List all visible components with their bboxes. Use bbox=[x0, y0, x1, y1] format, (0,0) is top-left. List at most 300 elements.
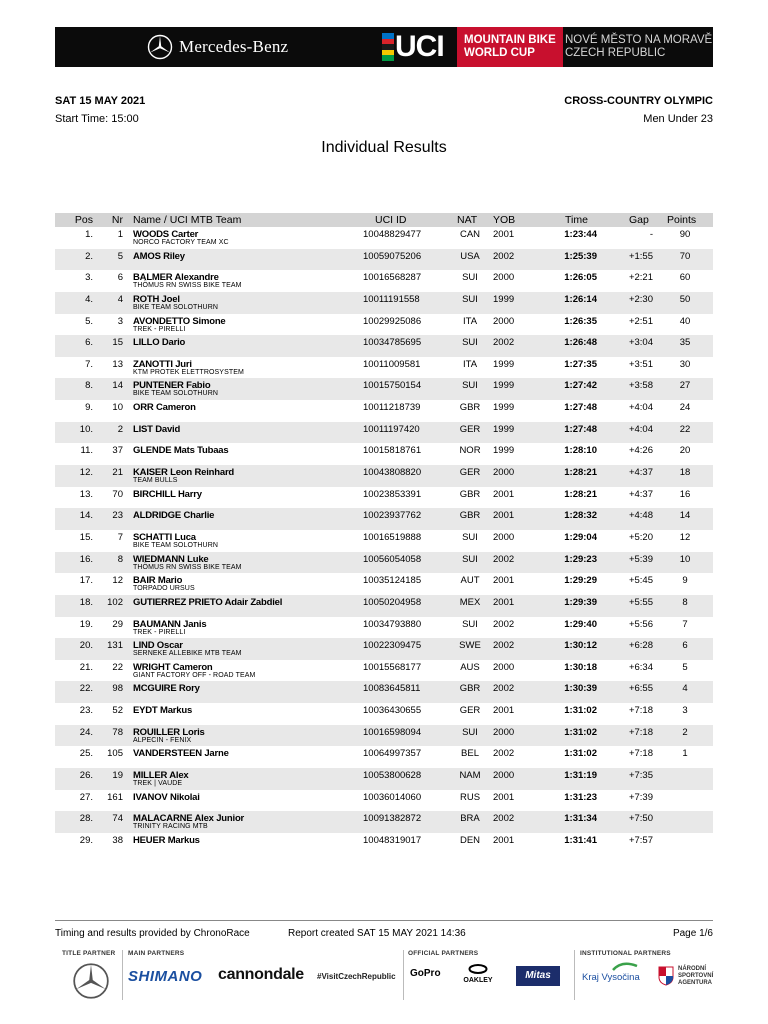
cell-name: HEUER Markus bbox=[133, 834, 200, 846]
cell-time: 1:29:39 bbox=[564, 596, 597, 608]
cell-pos: 8. bbox=[85, 380, 93, 392]
venue-line2: CZECH REPUBLIC bbox=[565, 47, 666, 59]
cell-team: BIKE TEAM SOLOTHURN bbox=[133, 390, 219, 398]
page-number: Page 1/6 bbox=[672, 928, 713, 939]
cell-points: 8 bbox=[682, 596, 688, 608]
cell-yob: 1999 bbox=[493, 423, 515, 435]
cell-uci-id: 10050204958 bbox=[363, 596, 422, 608]
cell-gap: +6:34 bbox=[628, 661, 653, 673]
cell-nat: BEL bbox=[461, 748, 479, 760]
cell-team: TREK - PIRELLI bbox=[133, 628, 186, 636]
cell-time: 1:27:42 bbox=[564, 380, 597, 392]
cell-points: 3 bbox=[682, 705, 688, 717]
cell-team: TRINITY RACING MTB bbox=[133, 823, 208, 831]
cell-name: AMOS Riley bbox=[133, 250, 185, 262]
cell-team: TREK | VAUDE bbox=[133, 780, 183, 788]
institutional-partners-label: INSTITUTIONAL PARTNERS bbox=[580, 950, 671, 957]
cell-nat: SUI bbox=[462, 293, 478, 305]
table-row bbox=[55, 660, 713, 682]
cell-nat: GBR bbox=[459, 683, 481, 695]
nsa-logo bbox=[678, 966, 713, 987]
table-row bbox=[55, 790, 713, 812]
cell-name: BAIR Mario bbox=[133, 575, 183, 587]
cell-name: IVANOV Nikolai bbox=[133, 791, 200, 803]
cell-uci-id: 10015818761 bbox=[363, 445, 422, 457]
cell-nr: 7 bbox=[117, 531, 123, 543]
cell-gap: +5:45 bbox=[628, 575, 653, 587]
race-date: SAT 15 MAY 2021 bbox=[55, 95, 146, 107]
event-name: CROSS-COUNTRY OLYMPIC bbox=[564, 95, 713, 107]
cell-name: GLENDE Mats Tubaas bbox=[133, 445, 229, 457]
cell-nat: GBR bbox=[459, 510, 481, 522]
venue bbox=[565, 34, 712, 60]
nsa-line: SPORTOVNÍ bbox=[678, 973, 714, 979]
cell-nr: 102 bbox=[107, 596, 123, 608]
cell-uci-id: 10016598094 bbox=[363, 726, 422, 738]
cell-points: 4 bbox=[682, 683, 688, 695]
cell-time: 1:23:44 bbox=[564, 229, 597, 240]
table-row bbox=[55, 617, 713, 639]
cell-nr: 70 bbox=[112, 488, 123, 500]
cell-uci-id: 10034793880 bbox=[363, 618, 422, 630]
cell-nat: SUI bbox=[462, 272, 478, 284]
cell-name: VANDERSTEEN Jarne bbox=[133, 748, 229, 760]
cell-nat: USA bbox=[460, 250, 480, 262]
table-row bbox=[55, 227, 713, 249]
cell-name: LILLO Dario bbox=[133, 337, 186, 349]
cell-points: 6 bbox=[682, 640, 688, 652]
cell-uci-id: 10011197420 bbox=[363, 423, 420, 435]
cell-yob: 2000 bbox=[493, 726, 515, 738]
cell-team: BIKE TEAM SOLOTHURN bbox=[133, 303, 219, 311]
nsa-line: NÁRODNÍ bbox=[678, 966, 706, 972]
table-row bbox=[55, 552, 713, 574]
cell-gap: +2:21 bbox=[628, 272, 653, 284]
cell-gap: +2:30 bbox=[628, 293, 653, 305]
cell-yob: 1999 bbox=[493, 445, 515, 457]
cell-pos: 26. bbox=[79, 770, 93, 782]
cell-points: 50 bbox=[679, 293, 691, 305]
cell-time: 1:31:34 bbox=[564, 813, 597, 825]
cell-points: 1 bbox=[682, 748, 688, 760]
cell-nr: 22 bbox=[112, 661, 123, 673]
cell-nat: AUT bbox=[460, 575, 480, 587]
table-row bbox=[55, 746, 713, 768]
cell-time: 1:30:12 bbox=[564, 640, 597, 652]
cell-nat: GER bbox=[459, 423, 481, 435]
cell-nat: NAM bbox=[459, 770, 481, 782]
visit-czech-logo: #VisitCzechRepublic bbox=[317, 972, 396, 981]
table-row bbox=[55, 530, 713, 552]
cell-points: 12 bbox=[679, 531, 691, 543]
shimano-logo: SHIMANO bbox=[128, 968, 203, 985]
cell-name: GUTIERREZ PRIETO Adair Zabdiel bbox=[133, 596, 283, 608]
cell-team: KTM PROTEK ELETTROSYSTEM bbox=[133, 368, 244, 376]
cell-nr: 74 bbox=[112, 813, 123, 825]
cell-nr: 10 bbox=[112, 402, 123, 414]
cell-pos: 25. bbox=[79, 748, 93, 760]
cell-points: 30 bbox=[679, 358, 691, 370]
cell-nr: 131 bbox=[107, 640, 123, 652]
cell-points: 18 bbox=[679, 467, 691, 479]
cell-time: 1:30:39 bbox=[564, 683, 597, 695]
cell-uci-id: 10029925086 bbox=[363, 315, 422, 327]
table-row bbox=[55, 573, 713, 595]
cell-uci-id: 10011191558 bbox=[363, 293, 420, 305]
cell-time: 1:29:04 bbox=[564, 531, 597, 543]
cell-pos: 6. bbox=[85, 337, 93, 349]
cell-nr: 1 bbox=[117, 229, 123, 240]
table-row bbox=[55, 487, 713, 509]
cell-nat: GBR bbox=[459, 402, 481, 414]
cell-time: 1:31:41 bbox=[564, 834, 597, 846]
cell-nat: ITA bbox=[462, 315, 478, 327]
cell-nat: GER bbox=[459, 467, 481, 479]
cell-time: 1:26:48 bbox=[564, 337, 597, 349]
cell-points: 24 bbox=[679, 402, 691, 414]
cell-time: 1:26:05 bbox=[564, 272, 597, 284]
cell-name: ZANOTTI Juri bbox=[133, 358, 192, 370]
cell-pos: 12. bbox=[79, 467, 93, 479]
header-banner bbox=[55, 27, 713, 67]
cell-time: 1:28:21 bbox=[564, 488, 597, 500]
results-table-body bbox=[55, 227, 713, 855]
cell-uci-id: 10011218739 bbox=[363, 402, 421, 414]
cell-points: 27 bbox=[679, 380, 691, 392]
cell-nr: 8 bbox=[117, 553, 123, 565]
cell-yob: 2002 bbox=[493, 250, 515, 262]
cell-nat: NOR bbox=[459, 445, 481, 457]
cell-nat: SUI bbox=[462, 618, 478, 630]
cell-yob: 1999 bbox=[493, 358, 515, 370]
cell-yob: 2002 bbox=[493, 618, 515, 630]
cell-name: SCHATTI Luca bbox=[133, 531, 196, 543]
table-row bbox=[55, 443, 713, 465]
cell-pos: 27. bbox=[79, 791, 93, 803]
cell-pos: 4. bbox=[85, 293, 93, 305]
cell-gap: +7:39 bbox=[628, 791, 653, 803]
cell-team: GIANT FACTORY OFF - ROAD TEAM bbox=[133, 671, 256, 679]
cell-time: 1:29:29 bbox=[564, 575, 597, 587]
cell-gap: +5:20 bbox=[628, 531, 653, 543]
cell-yob: 2001 bbox=[493, 488, 515, 500]
cell-uci-id: 10056054058 bbox=[363, 553, 422, 565]
cell-time: 1:28:21 bbox=[564, 467, 597, 479]
cell-gap: +2:51 bbox=[628, 315, 653, 327]
cell-name: WRIGHT Cameron bbox=[133, 661, 213, 673]
cell-yob: 2002 bbox=[493, 813, 515, 825]
cell-uci-id: 10016519888 bbox=[363, 531, 422, 543]
cell-name: AVONDETTO Simone bbox=[133, 315, 226, 327]
partner-divider bbox=[574, 950, 575, 1000]
cell-name: KAISER Leon Reinhard bbox=[133, 467, 235, 479]
cell-uci-id: 10083645811 bbox=[363, 683, 421, 695]
stripe-5 bbox=[382, 55, 394, 61]
cell-pos: 16. bbox=[79, 553, 93, 565]
cell-nr: 3 bbox=[117, 315, 123, 327]
cell-team: NORCO FACTORY TEAM XC bbox=[133, 239, 229, 246]
col-name: Name / UCI MTB Team bbox=[133, 214, 242, 226]
world-cup-line1: MOUNTAIN BIKE bbox=[464, 34, 556, 46]
uci-logo-text: UCI bbox=[395, 30, 444, 63]
title-partner-label: TITLE PARTNER bbox=[62, 950, 116, 957]
cell-nr: 78 bbox=[112, 726, 123, 738]
cell-yob: 2000 bbox=[493, 467, 515, 479]
col-uci-id: UCI ID bbox=[375, 214, 407, 226]
cell-points: 2 bbox=[682, 726, 688, 738]
cell-points: 35 bbox=[679, 337, 691, 349]
cell-yob: 2001 bbox=[493, 834, 515, 846]
cell-yob: 2001 bbox=[493, 229, 515, 240]
cell-nr: 13 bbox=[112, 358, 123, 370]
cell-time: 1:26:35 bbox=[564, 315, 597, 327]
table-row bbox=[55, 768, 713, 790]
cell-nr: 4 bbox=[117, 293, 123, 305]
cell-yob: 2001 bbox=[493, 510, 515, 522]
col-pos: Pos bbox=[74, 214, 93, 226]
cell-gap: +7:18 bbox=[628, 705, 653, 717]
cell-nat: SUI bbox=[462, 531, 478, 543]
cell-time: 1:30:18 bbox=[564, 661, 597, 673]
nsa-line: AGENTURA bbox=[678, 980, 712, 986]
cell-time: 1:27:35 bbox=[564, 358, 597, 370]
cell-name: PUNTENER Fabio bbox=[133, 380, 211, 392]
cell-yob: 2000 bbox=[493, 272, 515, 284]
mitas-logo: Mitas bbox=[516, 966, 560, 986]
cell-uci-id: 10011009581 bbox=[363, 358, 421, 370]
category: Men Under 23 bbox=[643, 113, 713, 125]
cell-gap: +7:57 bbox=[628, 834, 653, 846]
cell-gap: +7:50 bbox=[628, 813, 653, 825]
cell-points: 5 bbox=[682, 661, 688, 673]
mercedes-star-icon bbox=[72, 962, 110, 1000]
cell-yob: 2001 bbox=[493, 596, 515, 608]
cell-time: 1:31:02 bbox=[564, 726, 597, 738]
cell-nr: 38 bbox=[112, 834, 123, 846]
cell-yob: 1999 bbox=[493, 293, 515, 305]
table-row bbox=[55, 811, 713, 833]
cell-pos: 24. bbox=[79, 726, 93, 738]
cannondale-logo: cannondale bbox=[218, 966, 304, 983]
cell-uci-id: 10091382872 bbox=[363, 813, 422, 825]
cell-pos: 17. bbox=[79, 575, 93, 587]
cell-gap: +7:35 bbox=[628, 770, 653, 782]
table-row bbox=[55, 681, 713, 703]
col-gap: Gap bbox=[629, 214, 649, 226]
cell-pos: 18. bbox=[79, 596, 93, 608]
cell-time: 1:26:14 bbox=[564, 293, 597, 305]
main-partners-label: MAIN PARTNERS bbox=[128, 950, 185, 957]
start-time: Start Time: 15:00 bbox=[55, 113, 139, 125]
cell-nat: SUI bbox=[462, 553, 478, 565]
partner-divider bbox=[403, 950, 404, 1000]
cell-nat: GBR bbox=[459, 488, 481, 500]
cell-points: 40 bbox=[679, 315, 691, 327]
cell-name: WIEDMANN Luke bbox=[133, 553, 209, 565]
col-yob: YOB bbox=[493, 214, 516, 226]
cell-points: 60 bbox=[679, 272, 691, 284]
page-title: Individual Results bbox=[321, 139, 447, 156]
cell-time: 1:28:10 bbox=[564, 445, 597, 457]
cell-gap: +5:56 bbox=[628, 618, 653, 630]
cell-pos: 23. bbox=[79, 705, 93, 717]
cell-name: MALACARNE Alex Junior bbox=[133, 813, 245, 825]
cell-uci-id: 10043808820 bbox=[363, 467, 422, 479]
table-row bbox=[55, 595, 713, 617]
cell-pos: 2. bbox=[85, 250, 93, 262]
cell-time: 1:31:02 bbox=[564, 705, 597, 717]
cell-name: MILLER Alex bbox=[133, 770, 189, 782]
cell-uci-id: 10015568177 bbox=[363, 661, 422, 673]
cell-pos: 3. bbox=[85, 272, 93, 284]
table-row bbox=[55, 378, 713, 400]
gopro-logo: GoPro bbox=[410, 968, 441, 979]
cell-nr: 23 bbox=[112, 510, 123, 522]
cell-nat: DEN bbox=[459, 834, 481, 846]
table-row bbox=[55, 725, 713, 747]
cell-time: 1:29:40 bbox=[564, 618, 597, 630]
world-cup-line2: WORLD CUP bbox=[464, 47, 535, 59]
col-nat: NAT bbox=[457, 214, 478, 226]
cell-time: 1:31:02 bbox=[564, 748, 597, 760]
table-row bbox=[55, 335, 713, 357]
cell-points: 7 bbox=[682, 618, 688, 630]
world-cup-badge bbox=[457, 27, 563, 67]
cell-gap: +7:18 bbox=[628, 726, 653, 738]
cell-points: 90 bbox=[679, 229, 691, 240]
cell-pos: 1. bbox=[85, 229, 93, 240]
cell-uci-id: 10053800628 bbox=[363, 770, 422, 782]
cell-yob: 2001 bbox=[493, 791, 515, 803]
cell-points: 10 bbox=[679, 553, 691, 565]
table-row bbox=[55, 314, 713, 336]
cell-points: 9 bbox=[682, 575, 688, 587]
cell-gap: +5:39 bbox=[628, 553, 653, 565]
cell-nat: MEX bbox=[459, 596, 481, 608]
cell-yob: 2000 bbox=[493, 770, 515, 782]
cell-uci-id: 10016568287 bbox=[363, 272, 422, 284]
cell-team: BIKE TEAM SOLOTHURN bbox=[133, 541, 219, 549]
cell-yob: 2000 bbox=[493, 315, 515, 327]
venue-line1: NOVÉ MĚSTO NA MORAVĚ bbox=[565, 34, 713, 46]
cell-nat: BRA bbox=[460, 813, 480, 825]
cell-team: THÖMUS RN SWISS BIKE TEAM bbox=[133, 282, 242, 290]
table-row bbox=[55, 270, 713, 292]
cell-nr: 37 bbox=[112, 445, 123, 457]
cell-points: 20 bbox=[679, 445, 691, 457]
col-nr: Nr bbox=[111, 214, 123, 226]
cell-gap: +4:04 bbox=[628, 402, 653, 414]
cell-name: LIND Oscar bbox=[133, 640, 183, 652]
cell-yob: 2002 bbox=[493, 640, 515, 652]
cell-points: 14 bbox=[679, 510, 691, 522]
cell-name: ALDRIDGE Charlie bbox=[133, 510, 215, 522]
cell-pos: 20. bbox=[79, 640, 93, 652]
cell-pos: 14. bbox=[79, 510, 93, 522]
cell-pos: 15. bbox=[79, 531, 93, 543]
cell-yob: 2001 bbox=[493, 705, 515, 717]
cell-nat: SWE bbox=[459, 640, 481, 652]
cell-nat: GER bbox=[459, 705, 481, 717]
table-row bbox=[55, 508, 713, 530]
cell-uci-id: 10059075206 bbox=[363, 250, 422, 262]
cell-name: BIRCHILL Harry bbox=[133, 488, 202, 500]
table-row bbox=[55, 703, 713, 725]
cell-time: 1:27:48 bbox=[564, 402, 597, 414]
cell-nat: RUS bbox=[459, 791, 481, 803]
partner-divider bbox=[122, 950, 123, 1000]
cell-time: 1:31:23 bbox=[564, 791, 597, 803]
cell-uci-id: 10035124185 bbox=[363, 575, 422, 587]
cell-nr: 161 bbox=[107, 791, 123, 803]
cell-nr: 2 bbox=[117, 423, 123, 435]
table-row bbox=[55, 249, 713, 271]
cell-yob: 2002 bbox=[493, 683, 515, 695]
cell-time: 1:25:39 bbox=[564, 250, 597, 262]
cell-name: EYDT Markus bbox=[133, 705, 193, 717]
vysocina-swoosh-icon bbox=[612, 962, 638, 972]
cell-yob: 1999 bbox=[493, 402, 515, 414]
cell-name: MCGUIRE Rory bbox=[133, 683, 200, 695]
czech-shield-icon bbox=[658, 966, 674, 986]
cell-gap: +6:28 bbox=[628, 640, 653, 652]
oakley-ellipse-icon bbox=[468, 964, 488, 974]
cell-yob: 2002 bbox=[493, 748, 515, 760]
cell-gap: +3:04 bbox=[628, 337, 653, 349]
cell-name: ROUILLER Loris bbox=[133, 726, 205, 738]
cell-pos: 7. bbox=[85, 358, 93, 370]
report-created: Report created SAT 15 MAY 2021 14:36 bbox=[288, 928, 466, 939]
cell-time: 1:31:19 bbox=[564, 770, 597, 782]
table-row bbox=[55, 400, 713, 422]
cell-pos: 9. bbox=[85, 402, 93, 414]
cell-pos: 22. bbox=[79, 683, 93, 695]
timing-credit: Timing and results provided by ChronoRace bbox=[55, 928, 250, 939]
cell-nat: SUI bbox=[462, 726, 478, 738]
cell-yob: 2002 bbox=[493, 553, 515, 565]
cell-name: WOODS Carter bbox=[133, 229, 199, 240]
cell-team: TREK - PIRELLI bbox=[133, 325, 186, 333]
cell-gap: - bbox=[649, 229, 653, 240]
oakley-logo: OAKLEY bbox=[463, 977, 493, 984]
cell-gap: +4:37 bbox=[628, 488, 653, 500]
cell-points: 22 bbox=[679, 423, 691, 435]
cell-name: LIST David bbox=[133, 423, 181, 435]
cell-pos: 10. bbox=[79, 423, 93, 435]
official-partners-label: OFFICIAL PARTNERS bbox=[408, 950, 479, 957]
cell-pos: 13. bbox=[79, 488, 93, 500]
cell-gap: +3:51 bbox=[628, 358, 653, 370]
cell-gap: +3:58 bbox=[628, 380, 653, 392]
cell-pos: 21. bbox=[79, 661, 93, 673]
cell-uci-id: 10036014060 bbox=[363, 791, 422, 803]
table-row bbox=[55, 292, 713, 314]
cell-uci-id: 10022309475 bbox=[363, 640, 422, 652]
cell-points: 70 bbox=[679, 250, 691, 262]
cell-yob: 2002 bbox=[493, 337, 515, 349]
cell-yob: 1999 bbox=[493, 380, 515, 392]
cell-nr: 15 bbox=[112, 337, 123, 349]
cell-points: 16 bbox=[679, 488, 691, 500]
cell-time: 1:29:23 bbox=[564, 553, 597, 565]
uci-rainbow-stripes bbox=[382, 33, 394, 61]
col-points: Points bbox=[667, 214, 697, 226]
cell-nat: ITA bbox=[462, 358, 478, 370]
cell-uci-id: 10034785695 bbox=[363, 337, 422, 349]
cell-gap: +4:48 bbox=[628, 510, 653, 522]
brand-name: Mercedes-Benz bbox=[179, 37, 289, 56]
cell-nr: 14 bbox=[112, 380, 123, 392]
